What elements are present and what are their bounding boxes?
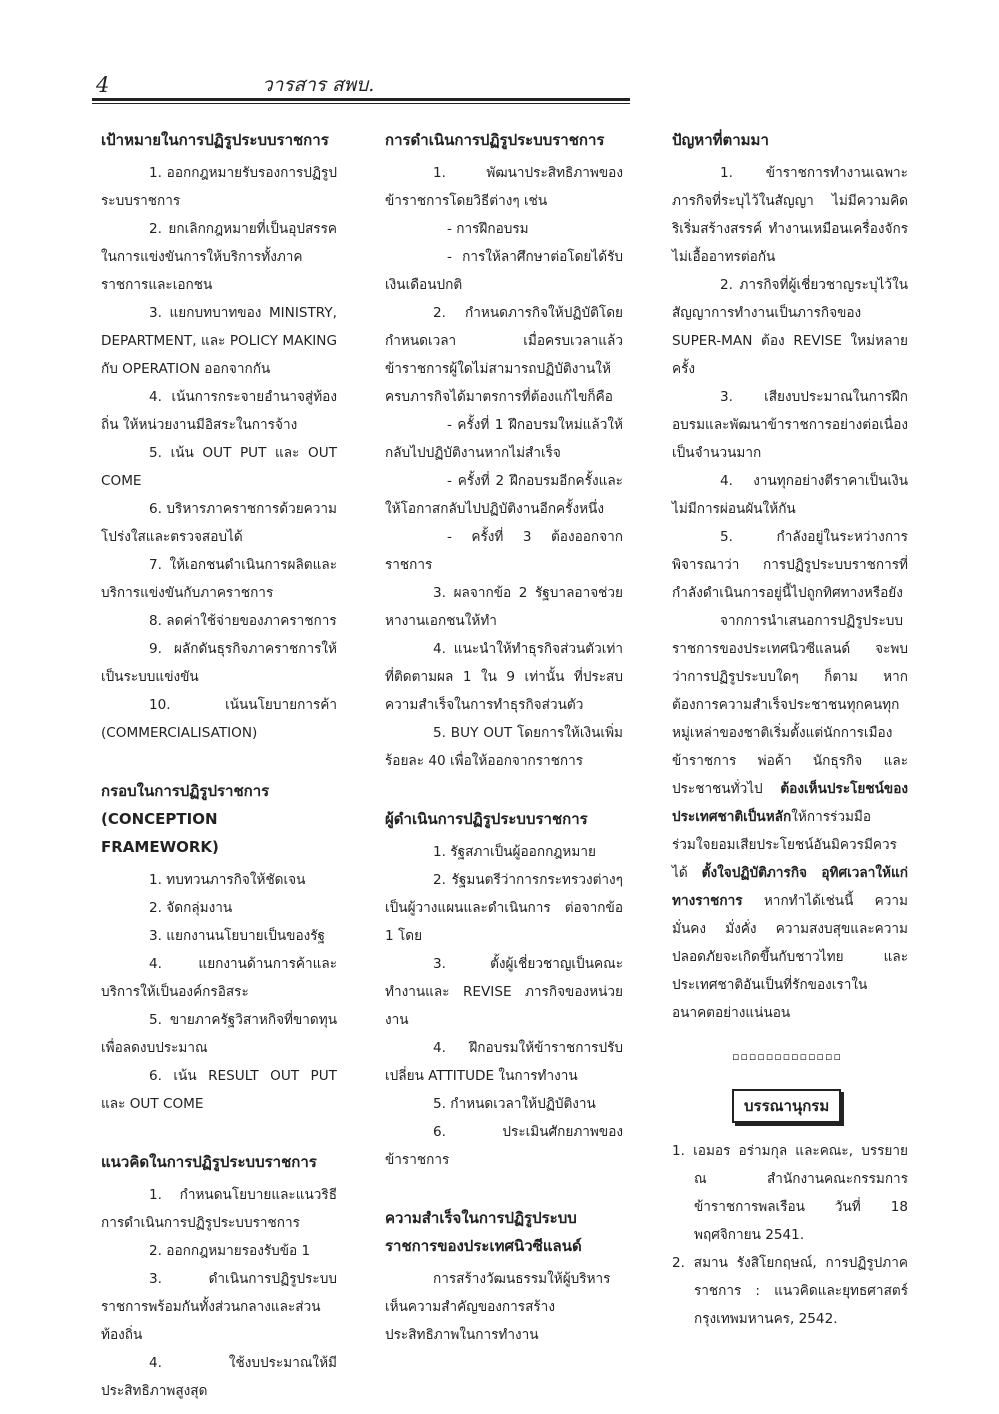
reference-item: 2. สมาน รังสิโยกฤษณ์, การปฏิรูปภาคราชการ : แนวคิดและยุทธศาสตร์ กรุงเทพมหานคร, 2542. [672,1255,908,1327]
problem-item: 5. กำลังอยู่ในระหว่างการพิจารณาว่า การปฏิรูประบบราชการที่กำลังดำเนินการอยู่นี้ไปถูกทิศทางหรือยัง [672,529,908,601]
concept-item: 1. กำหนดนโยบายและแนวริธีการดำเนินการปฏิรูประบบราชการ [101,1187,337,1231]
goal-item: 7. ให้เอกชนดำเนินการผลิตและบริการแข่งขันกับภาคราชการ [101,557,337,601]
goal-item: 10. เน้นนโยบายการค้า (COMMERCIALISATION) [101,697,337,741]
goal-item: 1. ออกกฎหมายรับรองการปฏิรูประบบราชการ [101,165,337,209]
page-number: 4 [96,73,110,97]
operator-item: 6. ประเมินศักยภาพของข้าราชการ [385,1124,623,1168]
framework-item: 4. แยกงานด้านการค้าและบริการให้เป็นองค์กรอิสระ [101,956,337,1000]
operator-item: 5. กำหนดเวลาให้ปฏิบัติงาน [433,1096,596,1112]
goal-item: 8. ลดค่าใช้จ่ายของภาคราชการ [149,613,337,629]
goal-item: 2. ยกเลิกกฎหมายที่เป็นอุปสรรคในการแข่งขันการให้บริการทั้งภาคราชการและเอกชน [101,221,337,293]
operator-item: 1. รัฐสภาเป็นผู้ออกกฎหมาย [433,844,596,860]
framework-item: 1. ทบทวนภารกิจให้ชัดเจน [149,872,306,888]
goal-item: 4. เน้นการกระจายอำนาจสู่ท้องถิ่น ให้หน่วยงานมีอิสระในการจ้าง [101,389,337,433]
operation-subitem: - การให้ลาศึกษาต่อโดยได้รับเงินเดือนปกติ [385,249,623,293]
journal-title: วารสาร สพบ. [262,74,375,96]
problem-item: 4. งานทุกอย่างตีราคาเป็นเงินไม่มีการผ่อนผันให้กัน [672,473,908,517]
problem-item: 3. เสียงบประมาณในการฝึกอบรมและพัฒนาข้าราชการอย่างต่อเนื่องเป็นจำนวนมาก [672,389,908,461]
page-header [92,70,630,100]
reference-item: 1. เอมอร อร่ามกุล และคณะ, บรรยาย ณ สำนักงานคณะกรรมการข้าราชการพลเรือน วันที่ 18 พฤศจิกายน 2541. [672,1143,908,1243]
operation-subitem: - การฝึกอบรม [447,221,529,237]
problem-item: 1. ข้าราชการทำงานเฉพาะภารกิจที่ระบุไว้ในสัญญา ไม่มีความคิดริเริ่มสร้างสรรค์ ทำงานเหมือนเครื่องจักรไม่เอื้ออาทรต่อกัน [672,165,908,265]
operator-item: 4. ฝึกอบรมให้ข้าราชการปรับเปลี่ยน ATTITUDE ในการทำงาน [385,1040,623,1084]
operation-item: 5. BUY OUT โดยการให้เงินเพิ่มร้อยละ 40 เพื่อให้ออกจากราชการ [385,725,623,769]
references-heading: บรรณานุกรม [732,1089,841,1123]
header-rule-thin [92,103,630,104]
framework-item: 6. เน้น RESULT OUT PUT และ OUT COME [101,1068,337,1112]
framework-item: 2. จัดกลุ่มงาน [149,900,233,916]
heading-concept: แนวคิดในการปฏิรูประบบราชการ [101,1153,317,1171]
framework-item: 5. ขายภาครัฐวิสาหกิจที่ขาดทุนเพื่อลดงบประมาณ [101,1012,337,1056]
column-middle [385,126,623,1349]
operation-subitem: - ครั้งที่ 2 ฝึกอบรมอีกครั้งและให้โอกาสกลับไปปฏิบัติงานอีกครั้งหนึ่ง [385,473,623,517]
operation-item: 3. ผลจากข้อ 2 รัฐบาลอาจช่วยหางานเอกชนให้ทำ [385,585,623,629]
heading-operators: ผู้ดำเนินการปฏิรูประบบราชการ [385,810,588,828]
operator-item: 3. ตั้งผู้เชี่ยวชาญเป็นคณะทำงานและ REVISE ภารกิจของหน่วยงาน [385,956,623,1028]
operation-item: 1. พัฒนาประสิทธิภาพของข้าราชการโดยวิธีต่างๆ เช่น [385,165,623,209]
framework-item: 3. แยกงานนโยบายเป็นของรัฐ [149,928,326,944]
heading-success: ความสำเร็จในการปฏิรูประบบราชการของประเทศนิวซีแลนด์ [385,1209,582,1255]
operation-subitem: - ครั้งที่ 1 ฝึกอบรมใหม่แล้วให้กลับไปปฏิบัติงานหากไม่สำเร็จ [385,417,623,461]
conclusion-emphasis: ตั้งใจปฏิบัติภารกิจ อุทิศเวลาให้แก่ทางราชการ [672,865,908,909]
goal-item: 9. ผลักดันธุรกิจภาคราชการให้เป็นระบบแข่งขัน [101,641,337,685]
goal-item: 6. บริหารภาคราชการด้วยความโปร่งใสและตรวจสอบได้ [101,501,337,545]
heading-operation: การดำเนินการปฏิรูประบบราชการ [385,131,605,149]
column-right [672,126,908,1333]
conclusion-paragraph [672,607,908,1027]
conclusion-emphasis: ต้องเห็นประโยชน์ของประเทศชาติเป็นหลัก [672,781,908,825]
operation-item: 2. กำหนดภารกิจให้ปฏิบัติโดยกำหนดเวลา เมื่อครบเวลาแล้วข้าราชการผู้ใดไม่สามารถปฏิบัติงานให้ครบภารกิจได้มาตรการที่ต้องแก้ไขก็คือ [385,305,623,405]
heading-framework: กรอบในการปฏิรูปราชการ (CONCEPTION FRAMEWORK) [101,782,270,856]
goal-item: 5. เน้น OUT PUT และ OUT COME [101,445,337,489]
operator-item: 2. รัฐมนตรีว่าการกระทรวงต่างๆเป็นผู้วางแผนและดำเนินการ ต่อจากข้อ 1 โดย [385,872,623,944]
heading-goals: เป้าหมายในการปฏิรูประบบราชการ [101,131,329,149]
heading-problems: ปัญหาที่ตามมา [672,131,769,149]
concept-item: 3. ดำเนินการปฏิรูประบบราชการพร้อมกันทั้งส่วนกลางและส่วนท้องถิ่น [101,1271,337,1343]
problem-item: 2. ภารกิจที่ผู้เชี่ยวชาญระบุไว้ในสัญญาการทำงานเป็นภารกิจของ SUPER-MAN ต้อง REVISE ใหม่หลายครั้ง [672,277,908,377]
success-text: การสร้างวัฒนธรรมให้ผู้บริหารเห็นความสำคัญของการสร้างประสิทธิภาพในการทำงาน [385,1271,611,1343]
conclusion-text: หากทำได้เช่นนี้ ความมั่นคง มั่งคั่ง ความสงบสุขและความปลอดภัยจะเกิดขึ้นกับชาวไทย และประเทศชาติอันเป็นที่รักของเราในอนาคตอย่างแน่นอน [672,893,908,1021]
header-rule-thick [92,98,630,101]
goal-item: 3. แยกบทบาทของ MINISTRY, DEPARTMENT, และ POLICY MAKING กับ OPERATION ออกจากกัน [101,305,337,377]
operation-item: 4. แนะนำให้ทำธุรกิจส่วนตัวเท่าที่ติดตามผล 1 ใน 9 เท่านั้น ที่ประสบความสำเร็จในการทำธุรกิจส่วนตัว [385,641,623,713]
conclusion-text: จากการนำเสนอการปฏิรูประบบราชการของประเทศนิวซีแลนด์ จะพบว่าการปฏิรูประบบใดๆ ก็ตาม หากต้องการความสำเร็จประชาชนทุกคนทุกหมู่เหล่าของชาติเริ่มตั้งแต่นักการเมือง ข้าราชการ พ่อค้า นักธุรกิจ และประชาชนทั่วไป [672,613,908,797]
section-divider: ▫▫▫▫▫▫▫▫▫▫▫▫▫ [732,1050,842,1063]
conclusion-text: ให้การร่วมมือร่วมใจยอมเสียประโยชน์อันมิควรมีควรได้ [672,809,897,881]
operation-subitem: - ครั้งที่ 3 ต้องออกจากราชการ [385,529,623,573]
concept-item: 4. ใช้งบประมาณให้มีประสิทธิภาพสูงสุด [101,1355,337,1399]
column-left [101,126,337,1405]
concept-item: 2. ออกกฎหมายรองรับข้อ 1 [149,1243,311,1259]
